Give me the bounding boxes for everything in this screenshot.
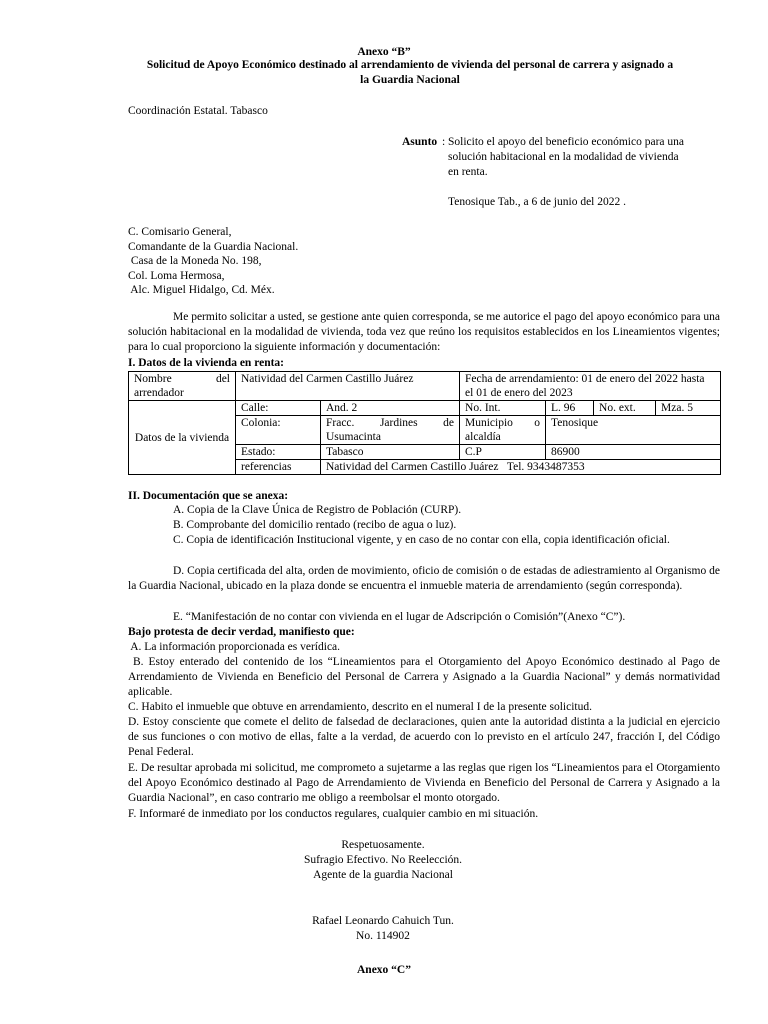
street-value: And. 2 (321, 401, 460, 416)
lot-value: L. 96 (546, 401, 594, 416)
declaration-item: A. La información proporcionada es verídica. (128, 641, 341, 653)
declaration-item: B. Estoy enterado del contenido de los “Lineamientos para el Otorgamiento del Apoyo Económico destinado al Pago de Arrendamiento de Vivienda en Beneficio del Personal de Carrera y Asignado a la Guardia Nacional” y demás normatividad aplicable. (128, 656, 723, 698)
declaration-title: Bajo protesta de decir verdad, manifiesto que: (128, 626, 355, 638)
state-label: Estado: (236, 445, 321, 460)
section-1-title: I. Datos de la vivienda en renta: (128, 357, 284, 369)
document-item: D. Copia certificada del alta, orden de movimiento, oficio de comisión o de estadas de adiestramiento al Organismo de la Guardia Nacional, ubicado en la plaza donde se encuentra el inmueble materia de arrendamiento (según corresponda). (128, 565, 720, 592)
coordination: Coordinación Estatal. Tabasco (128, 105, 268, 117)
municipality-value: Tenosique (546, 416, 721, 445)
ext-label: No. ext. (594, 401, 656, 416)
block-value: Mza. 5 (656, 401, 721, 416)
cp-value: 86900 (546, 445, 721, 460)
lease-date: Fecha de arrendamiento: 01 de enero del 2022 hasta el 01 de enero del 2023 (460, 372, 721, 401)
document-item: A. Copia de la Clave Única de Registro de Población (CURP). (173, 504, 462, 516)
housing-label: Datos de la vivienda (129, 401, 236, 475)
subject-label: Asunto (402, 136, 438, 148)
annex-heading: Anexo “B” (357, 46, 411, 58)
colony-value: Fracc. Jardines de Usumacinta (321, 416, 460, 445)
closing-line-1: Respetuosamente. (341, 839, 425, 851)
signer-number: No. 114902 (356, 930, 410, 942)
state-value: Tabasco (321, 445, 460, 460)
title-line-2: la Guardia Nacional (360, 74, 460, 86)
closing-line-2: Sufragio Efectivo. No Reelección. (303, 854, 463, 866)
subject-colon: : (442, 136, 446, 148)
declaration-item: C. Habito el inmueble que obtuve en arrendamiento, descrito en el numeral I de la presente solicitud. (128, 701, 592, 713)
references-value: Natividad del Carmen Castillo Juárez Tel. 9343487353 (321, 460, 721, 475)
declaration-item: D. Estoy consciente que comete el delito de falsedad de declaraciones, quien ante la autoridad distinta a la judicial en ejercicio de sus funciones o con motivo de ellas, falte a la verdad, de acuerdo con lo previsto en el artículo 247, fracción I, del Código Penal Federal. (128, 716, 720, 758)
recipient-line: C. Comisario General, (128, 226, 232, 238)
references-label: referencias (236, 460, 321, 475)
int-label: No. Int. (460, 401, 546, 416)
colony-label: Colonia: (236, 416, 321, 445)
signer-name: Rafael Leonardo Cahuich Tun. (312, 915, 454, 927)
cp-label: C.P (460, 445, 546, 460)
place-date: Tenosique Tab., a 6 de junio del 2022 . (448, 196, 626, 208)
title-line-1: Solicitud de Apoyo Económico destinado al arrendamiento de vivienda del personal de carrera y asignado a (146, 59, 674, 71)
subject-line-3: en renta. (448, 166, 488, 178)
recipient-line: Casa de la Moneda No. 198, (128, 255, 262, 267)
document-item: B. Comprobante del domicilio rentado (recibo de agua o luz). (173, 519, 457, 531)
document-item: C. Copia de identificación Institucional vigente, y en caso de no contar con ella, copia identificación oficial. (173, 534, 670, 546)
recipient-line: Col. Loma Hermosa, (128, 270, 225, 282)
municipality-label: Municipio o alcaldía (460, 416, 546, 445)
subject-line-2: solución habitacional en la modalidad de vivienda (448, 151, 679, 163)
document-item: E. “Manifestación de no contar con vivienda en el lugar de Adscripción o Comisión”(Anexo “C”). (173, 611, 626, 623)
housing-data-table (128, 371, 721, 475)
next-annex-heading: Anexo “C” (357, 964, 411, 976)
declaration-item: E. De resultar aprobada mi solicitud, me comprometo a sujetarme a las reglas que rigen los “Lineamientos para el Otorgamiento del Apoyo Económico destinado al Pago de Arrendamiento de Vivienda en Beneficio del Personal de Carrera y Asignado a la Guardia Nacional”, en caso contrario me obligo a reembolsar el monto otorgado. (128, 762, 720, 804)
subject-line-1: Solicito el apoyo del beneficio económico para una (448, 136, 684, 148)
closing-line-3: Agente de la guardia Nacional (313, 869, 453, 881)
intro-paragraph: Me permito solicitar a usted, se gestione ante quien corresponda, se me autorice el pago del apoyo económico para una solución habitacional en la modalidad de vivienda, toda vez que reúno los requisitos establecidos en los Lineamientos vigentes; para lo cual proporciono la siguiente información y documentación: (128, 311, 721, 353)
declaration-item: F. Informaré de inmediato por los conductos regulares, cualquier cambio en mi situación. (128, 808, 539, 820)
landlord-label: Nombre del arrendador (129, 372, 236, 401)
recipient-line: Comandante de la Guardia Nacional. (128, 241, 299, 253)
landlord-name: Natividad del Carmen Castillo Juárez (236, 372, 460, 401)
section-2-title: II. Documentación que se anexa: (128, 490, 289, 502)
recipient-line: Alc. Miguel Hidalgo, Cd. Méx. (128, 284, 275, 296)
street-label: Calle: (236, 401, 321, 416)
